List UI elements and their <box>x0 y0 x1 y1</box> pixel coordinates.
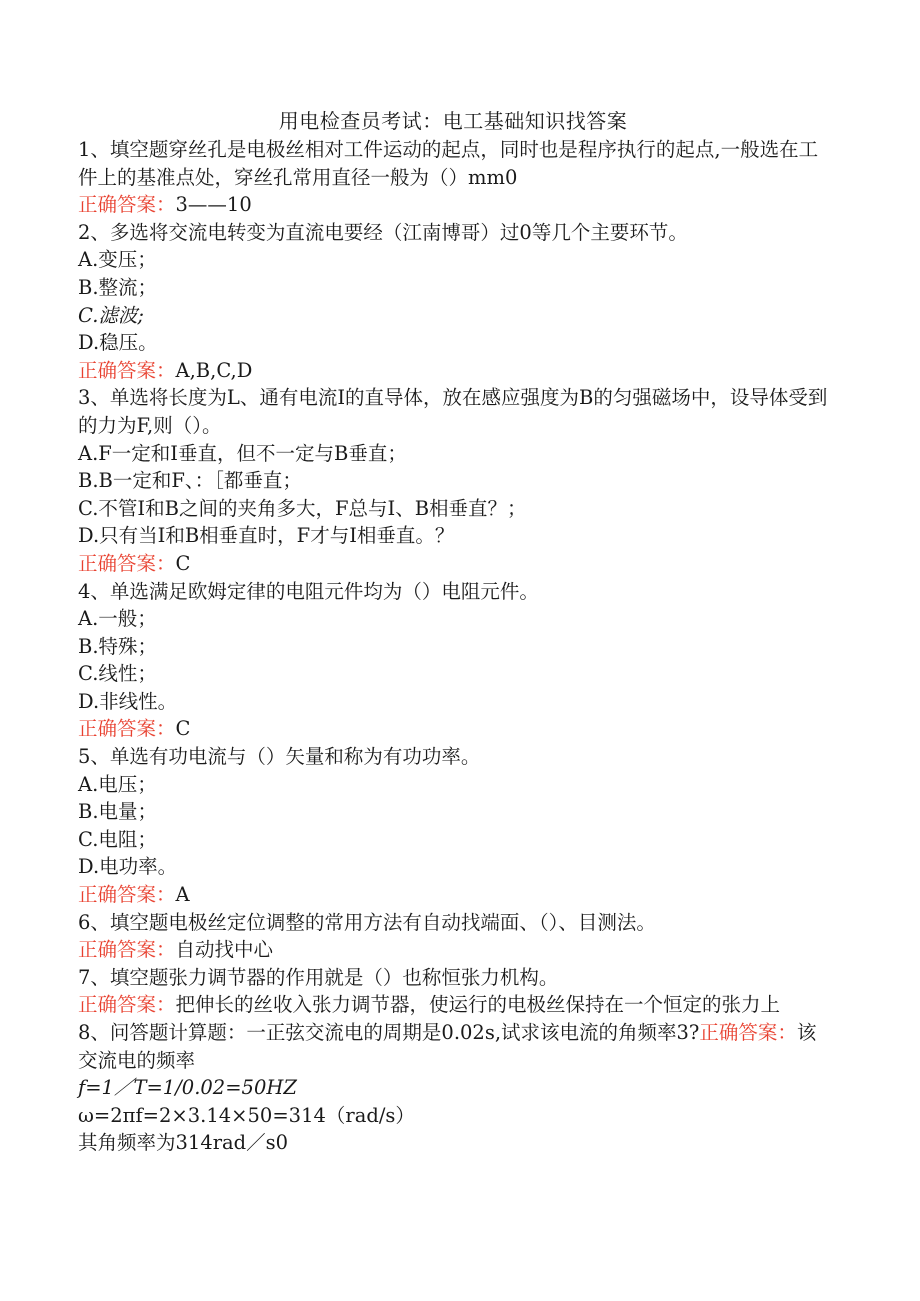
option-c: C.线性； <box>78 662 157 686</box>
formula-line-2: ω=2πf=2×3.14×50=314（rad/s） <box>78 1103 415 1127</box>
question-7-stem: 7、填空题张力调节器的作用就是（）也称恒张力机构。 <box>78 965 559 989</box>
question-8-text: 8、问答题计算题：一正弦交流电的周期是0.02s,试求该电流的角频率3? <box>78 1021 700 1044</box>
document-page <box>78 106 828 1157</box>
question-5-stem: 5、单选有功电流与（）矢量和称为有功功率。 <box>78 745 481 769</box>
question-1-answer <box>78 191 828 219</box>
answer-value: C <box>175 717 191 741</box>
option-b: B.电量； <box>78 800 158 824</box>
question-6-answer <box>78 936 828 964</box>
option-a: A.F一定和I垂直，但不一定与B垂直； <box>78 441 407 465</box>
formula-text: f=1／T=1/0.02=50HZ <box>78 1076 297 1100</box>
option-a: A.一般； <box>78 607 157 631</box>
question-4-stem: 4、单选满足欧姆定律的电阻元件均为（）电阻元件。 <box>78 579 539 603</box>
answer-label: 正确答案： <box>78 551 176 575</box>
answer-value: 把伸长的丝收入张力调节器，使运行的电极丝保持在一个恒定的张力上 <box>175 993 781 1017</box>
question-1-stem: 1、填空题穿丝孔是电极丝相对工件运动的起点，同时也是程序执行的起点,一般选在工件上的基准点处，穿丝孔常用直径一般为（）mm0 <box>78 138 819 189</box>
answer-label: 正确答案： <box>78 993 176 1017</box>
answer-value: 自动找中心 <box>175 938 274 962</box>
page-title: 用电检查员考试：电工基础知识找答案 <box>278 109 628 133</box>
answer-label: 正确答案： <box>78 938 176 962</box>
answer-label: 正确答案： <box>78 883 176 907</box>
option-c: C.滤波; <box>78 303 144 327</box>
option-d: D.电功率。 <box>78 855 178 879</box>
question-3-stem: 3、单选将长度为L、通有电流I的直导体，放在感应强度为B的匀强磁场中，设导体受到的力为F,则（）。 <box>78 386 828 437</box>
answer-value: 该交流电的频率 <box>78 1021 817 1072</box>
option-a: A.变压； <box>78 248 157 272</box>
option-a: A.电压； <box>78 772 157 796</box>
question-8-stem <box>78 1019 828 1074</box>
question-2-stem: 2、多选将交流电转变为直流电要经（江南博哥）过0等几个主要环节。 <box>78 220 688 244</box>
answer-value: 3——10 <box>175 193 252 217</box>
question-2-answer <box>78 357 828 385</box>
question-3-answer <box>78 550 828 578</box>
result-line: 其角频率为314rad／s0 <box>78 1131 289 1155</box>
answer-value: C <box>175 551 191 575</box>
answer-label: 正确答案： <box>78 717 176 741</box>
option-b: B.特殊； <box>78 634 158 658</box>
answer-label: 正确答案： <box>699 1021 797 1044</box>
formula-line-1 <box>78 1074 828 1102</box>
answer-label: 正确答案： <box>78 193 176 217</box>
option-d: D.只有当I和B相垂直时，F才与I相垂直。？ <box>78 524 455 548</box>
question-5-answer <box>78 881 828 909</box>
option-d: D.稳压。 <box>78 331 158 355</box>
answer-value: A <box>175 883 190 907</box>
question-7-answer <box>78 991 828 1019</box>
question-4-answer <box>78 715 828 743</box>
question-6-stem: 6、填空题电极丝定位调整的常用方法有自动找端面、（）、目测法。 <box>78 910 656 934</box>
option-b: B.整流； <box>78 275 158 299</box>
option-b: B.B一定和F、：［都垂直； <box>78 469 302 493</box>
option-c: C.不管I和B之间的夹角多大，F总与I、B相垂直？； <box>78 496 527 520</box>
option-c: C.电阻； <box>78 827 157 851</box>
answer-value: A,B,C,D <box>175 358 253 382</box>
option-d: D.非线性。 <box>78 689 178 713</box>
answer-label: 正确答案： <box>78 358 176 382</box>
